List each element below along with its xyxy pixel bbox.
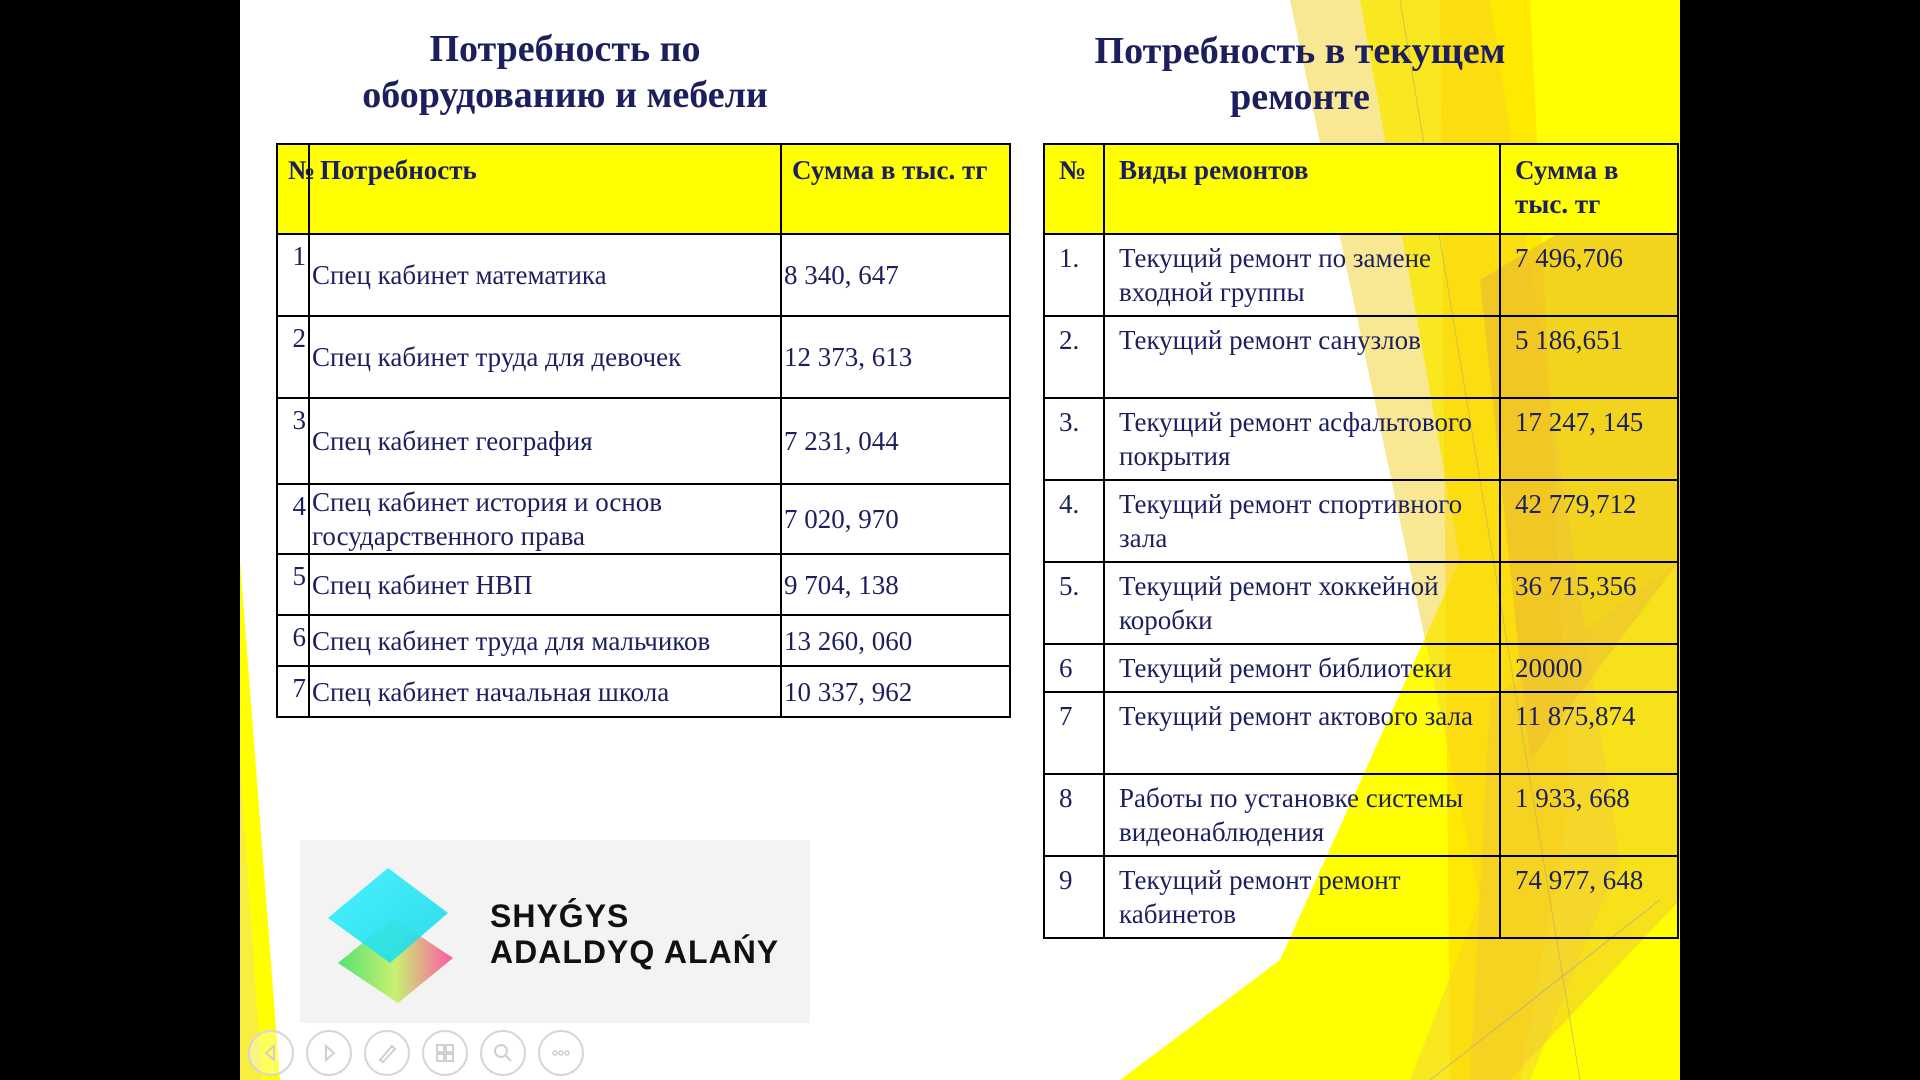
table-row [277, 234, 1010, 316]
table-header-row [1044, 144, 1678, 234]
row-number: 4. [1044, 480, 1104, 562]
repair-name: Текущий ремонт актового зала [1104, 692, 1500, 774]
repair-name: Текущий ремонт библиотеки [1104, 644, 1500, 692]
row-number: 5 [277, 554, 309, 615]
row-number: 5. [1044, 562, 1104, 644]
row-number: 6 [1044, 644, 1104, 692]
need-sum: 7 231, 044 [781, 398, 1010, 484]
repair-sum: 7 496,706 [1500, 234, 1678, 316]
repair-sum: 5 186,651 [1500, 316, 1678, 398]
zoom-icon [490, 1040, 516, 1066]
table-header-row [277, 144, 1010, 234]
table-row [1044, 644, 1678, 692]
presentation-slide [240, 0, 1680, 1080]
table-row [1044, 774, 1678, 856]
repair-name: Текущий ремонт по замене входной группы [1104, 234, 1500, 316]
table-row [277, 398, 1010, 484]
table-row [1044, 480, 1678, 562]
equipment-heading [280, 26, 850, 118]
table-row [1044, 562, 1678, 644]
more-icon [548, 1040, 574, 1066]
zoom-button[interactable] [480, 1030, 526, 1076]
row-number: 7 [277, 666, 309, 717]
need-name: Спец кабинет история и основ государственного права [309, 484, 781, 554]
row-number: 4 [277, 484, 309, 554]
row-number: 1 [277, 234, 309, 316]
row-number: 2. [1044, 316, 1104, 398]
need-sum: 8 340, 647 [781, 234, 1010, 316]
need-name: Спец кабинет математика [309, 234, 781, 316]
previous-icon [258, 1040, 284, 1066]
repair-sum: 74 977, 648 [1500, 856, 1678, 938]
table-row [277, 316, 1010, 398]
logo-text-line1: SHYǴYS [490, 898, 630, 934]
table-row [277, 554, 1010, 615]
repair-name: Текущий ремонт спортивного зала [1104, 480, 1500, 562]
table-row [1044, 856, 1678, 938]
repair-sum: 17 247, 145 [1500, 398, 1678, 480]
need-sum: 12 373, 613 [781, 316, 1010, 398]
pen-icon [374, 1040, 400, 1066]
row-number: 7 [1044, 692, 1104, 774]
repair-name: Текущий ремонт хоккейной коробки [1104, 562, 1500, 644]
need-name: Спец кабинет труда для девочек [309, 316, 781, 398]
logo-mark-icon [318, 858, 468, 1008]
need-name: Спец кабинет начальная школа [309, 666, 781, 717]
repair-name: Текущий ремонт санузлов [1104, 316, 1500, 398]
table-row [1044, 692, 1678, 774]
see-all-slides-button[interactable] [422, 1030, 468, 1076]
table-row [1044, 398, 1678, 480]
repair-name: Текущий ремонт асфальтового покрытия [1104, 398, 1500, 480]
need-name: Спец кабинет география [309, 398, 781, 484]
repair-sum: 11 875,874 [1500, 692, 1678, 774]
pen-tool-button[interactable] [364, 1030, 410, 1076]
equipment-heading-line1: Потребность по [429, 28, 701, 70]
column-header-sum: Сумма в тыс. тг [781, 144, 1010, 234]
column-header-number: № [277, 144, 309, 234]
repair-sum: 20000 [1500, 644, 1678, 692]
more-options-button[interactable] [538, 1030, 584, 1076]
row-number: 2 [277, 316, 309, 398]
slides-icon [432, 1040, 458, 1066]
next-slide-button[interactable] [306, 1030, 352, 1076]
repair-name: Текущий ремонт ремонт кабинетов [1104, 856, 1500, 938]
repair-sum: 36 715,356 [1500, 562, 1678, 644]
equipment-needs-table [276, 143, 1011, 718]
need-sum: 9 704, 138 [781, 554, 1010, 615]
slideshow-toolbar [248, 1030, 584, 1076]
repair-heading-line1: Потребность в текущем [1094, 30, 1506, 72]
repair-heading [1020, 28, 1580, 120]
need-name: Спец кабинет НВП [309, 554, 781, 615]
need-sum: 10 337, 962 [781, 666, 1010, 717]
need-sum: 7 020, 970 [781, 484, 1010, 554]
equipment-heading-line2: оборудованию и мебели [362, 74, 768, 116]
repair-name: Работы по установке системы видеонаблюдения [1104, 774, 1500, 856]
table-row [277, 615, 1010, 666]
row-number: 8 [1044, 774, 1104, 856]
logo-banner [300, 840, 810, 1023]
need-sum: 13 260, 060 [781, 615, 1010, 666]
repair-needs-table [1043, 143, 1679, 939]
table-row [277, 484, 1010, 554]
row-number: 3. [1044, 398, 1104, 480]
row-number: 1. [1044, 234, 1104, 316]
row-number: 9 [1044, 856, 1104, 938]
column-header-number: № [1044, 144, 1104, 234]
row-number: 6 [277, 615, 309, 666]
need-name: Спец кабинет труда для мальчиков [309, 615, 781, 666]
repair-sum: 1 933, 668 [1500, 774, 1678, 856]
row-number: 3 [277, 398, 309, 484]
previous-slide-button[interactable] [248, 1030, 294, 1076]
table-row [1044, 316, 1678, 398]
repair-sum: 42 779,712 [1500, 480, 1678, 562]
column-header-sum: Сумма в тыс. тг [1500, 144, 1678, 234]
logo-text-line2: ADALDYQ ALAŃY [490, 934, 780, 970]
column-header-need: Потребность [309, 144, 781, 234]
column-header-repair-type: Виды ремонтов [1104, 144, 1500, 234]
next-icon [316, 1040, 342, 1066]
table-row [277, 666, 1010, 717]
repair-heading-line2: ремонте [1230, 76, 1370, 118]
table-row [1044, 234, 1678, 316]
